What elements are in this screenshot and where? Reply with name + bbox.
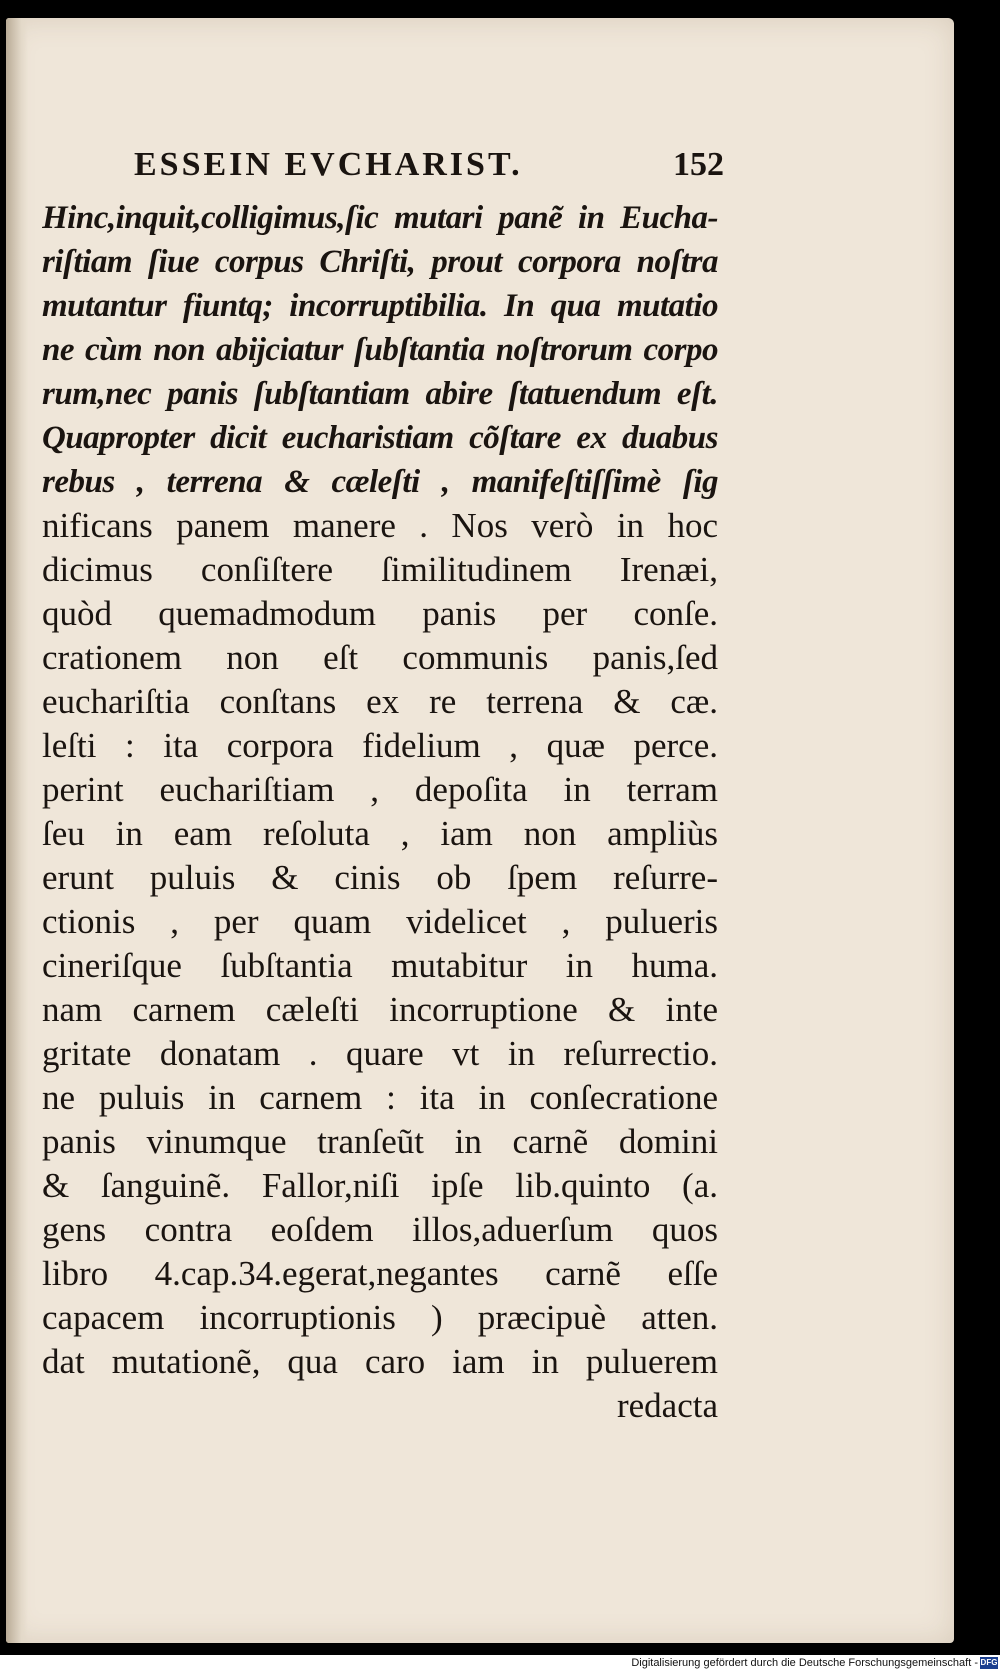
book-page <box>6 18 954 1643</box>
catchword: redacta <box>616 1386 718 1425</box>
digitization-credit: Digitalisierung gefördert durch die Deutsche Forschungsgemeinschaft - <box>631 1657 978 1669</box>
text-line: perint euchariſtiam , depoſita in terram <box>42 770 718 809</box>
dfg-logo: DFG <box>980 1658 998 1667</box>
text-line: gens contra eoſdem illos,aduerſum quos <box>42 1210 718 1249</box>
text-line: erunt puluis & cinis ob ſpem reſurre- <box>42 858 718 897</box>
text-line: leſti : ita corpora fidelium , quæ perce. <box>42 726 718 765</box>
text-line: cineriſque ſubſtantia mutabitur in huma. <box>42 946 718 985</box>
text-line: nificans panem manere . Nos verò in hoc <box>42 506 718 545</box>
text-line: euchariſtia conſtans ex re terrena & cæ. <box>42 682 718 721</box>
text-line: gritate donatam . quare vt in reſurrectio. <box>42 1034 718 1073</box>
text-line: rebus , terrena & cæleſti , manifeſtiſſimè ſig <box>42 464 718 500</box>
text-line: nam carnem cæleſti incorruptione & inte <box>42 990 718 1029</box>
text-line: capacem incorruptionis ) præcipuè atten. <box>42 1298 718 1337</box>
text-line: ne cùm non abijciatur ſubſtantia noſtrorum corpo <box>42 332 718 368</box>
binding-edge <box>6 18 28 1643</box>
text-line: dat mutationẽ, qua caro iam in puluerem <box>42 1342 718 1381</box>
text-line: panis vinumque tranſeũt in carnẽ domini <box>42 1122 718 1161</box>
text-line: riſtiam ſiue corpus Chriſti, prout corpora noſtra <box>42 244 718 280</box>
running-head: ESSEIN EVCHARIST. <box>134 146 523 183</box>
text-line: dicimus conſiſtere ſimilitudinem Irenæi, <box>42 550 718 589</box>
text-line: ctionis , per quam videlicet , pulueris <box>42 902 718 941</box>
page-number: 152 <box>673 146 724 183</box>
text-line: & ſanguinẽ. Fallor,niſi ipſe lib.quinto (a. <box>42 1166 718 1205</box>
text-line: ſeu in eam reſoluta , iam non ampliùs <box>42 814 718 853</box>
text-line: rum,nec panis ſubſtantiam abire ſtatuendum eſt. <box>42 376 718 412</box>
text-line: ne puluis in carnem : ita in conſecratione <box>42 1078 718 1117</box>
text-line: Hinc,inquit,colligimus,ſic mutari panẽ in Eucha- <box>42 200 718 236</box>
text-line: mutantur fiuntq; incorruptibilia. In qua mutatio <box>42 288 718 324</box>
text-line: quòd quemadmodum panis per conſe. <box>42 594 718 633</box>
text-line: libro 4.cap.34.egerat,negantes carnẽ eſſe <box>42 1254 718 1293</box>
page-header <box>134 146 724 190</box>
text-line: crationem non eſt communis panis,ſed <box>42 638 718 677</box>
text-line: Quapropter dicit eucharistiam cõſtare ex duabus <box>42 420 718 456</box>
body-text <box>42 196 718 1428</box>
